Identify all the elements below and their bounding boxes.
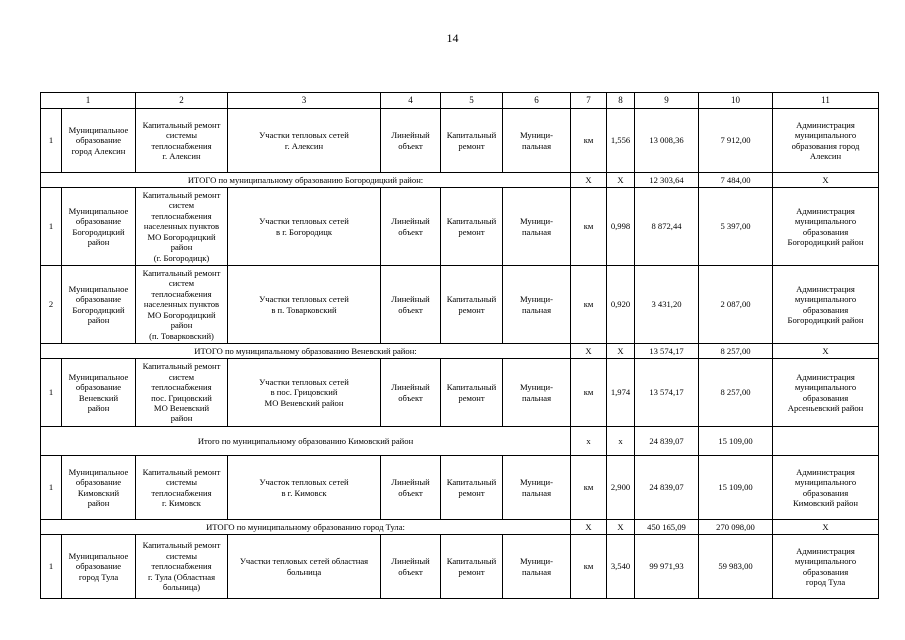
funding-cell: 8 257,00 [699,344,773,359]
quantity-cell: Х [607,173,635,188]
total-row [41,427,879,456]
quantity-cell: х [607,427,635,456]
header-cell: 1 [41,93,136,109]
cost-cell: 12 303,64 [635,173,699,188]
unit-cell: км [571,456,607,520]
responsible-cell: Администрация муниципального образования Богородицкий район [773,188,879,266]
funding-cell: 7 484,00 [699,173,773,188]
quantity-cell: 2,900 [607,456,635,520]
quantity-cell: 0,998 [607,188,635,266]
cost-cell: 3 431,20 [635,266,699,344]
quantity-cell: Х [607,344,635,359]
total-label: ИТОГО по муниципальному образованию город Тула: [41,520,571,535]
funding-cell: 59 983,00 [699,535,773,599]
quantity-cell: 0,920 [607,266,635,344]
total-row [41,520,879,535]
work-type-cell: Капитальный ремонт [441,109,503,173]
cost-cell: 8 872,44 [635,188,699,266]
row-number: 1 [41,359,62,427]
object-name-cell: Участки тепловых сетей в пос. Грицовский МО Веневский район [228,359,381,427]
row-number: 1 [41,188,62,266]
responsible-cell: Х [773,520,879,535]
table-row [41,456,879,520]
header-cell: 8 [607,93,635,109]
ownership-cell: Муници- пальная [503,535,571,599]
municipality-cell: Муниципальное образование Богородицкий район [62,188,136,266]
responsible-cell: Администрация муниципального образования город Тула [773,535,879,599]
funding-cell: 7 912,00 [699,109,773,173]
object-name-cell: Участки тепловых сетей г. Алексин [228,109,381,173]
row-number: 1 [41,109,62,173]
event-name-cell: Капитальный ремонт системы теплоснабжения г. Кимовск [136,456,228,520]
work-type-cell: Капитальный ремонт [441,266,503,344]
header-cell: 4 [381,93,441,109]
unit-cell: Х [571,520,607,535]
ownership-cell: Муници- пальная [503,456,571,520]
total-label: ИТОГО по муниципальному образованию Веневский район: [41,344,571,359]
total-row [41,344,879,359]
object-name-cell: Участки тепловых сетей в г. Богородицк [228,188,381,266]
table-row [41,359,879,427]
unit-cell: км [571,535,607,599]
cost-cell: 24 839,07 [635,427,699,456]
event-name-cell: Капитальный ремонт систем теплоснабжения населенных пунктов МО Богородицкий район (п. Товарковский) [136,266,228,344]
responsible-cell: Х [773,344,879,359]
unit-cell: Х [571,344,607,359]
event-name-cell: Капитальный ремонт системы теплоснабжения г. Тула (Областная больница) [136,535,228,599]
funding-cell: 8 257,00 [699,359,773,427]
object-type-cell: Линейный объект [381,535,441,599]
total-label: Итого по муниципальному образованию Кимовский район [41,427,571,456]
cost-cell: 13 008,36 [635,109,699,173]
responsible-cell: Администрация муниципального образования Кимовский район [773,456,879,520]
row-number: 1 [41,535,62,599]
unit-cell: км [571,359,607,427]
responsible-cell: Администрация муниципального образования город Алексин [773,109,879,173]
quantity-cell: 3,540 [607,535,635,599]
event-name-cell: Капитальный ремонт систем теплоснабжения населенных пунктов МО Богородицкий район (г. Богородицк) [136,188,228,266]
header-cell: 10 [699,93,773,109]
funding-cell: 5 397,00 [699,188,773,266]
cost-cell: 99 971,93 [635,535,699,599]
ownership-cell: Муници- пальная [503,109,571,173]
object-type-cell: Линейный объект [381,359,441,427]
event-name-cell: Капитальный ремонт системы теплоснабжения г. Алексин [136,109,228,173]
object-type-cell: Линейный объект [381,456,441,520]
object-name-cell: Участки тепловых сетей областная больница [228,535,381,599]
ownership-cell: Муници- пальная [503,359,571,427]
header-cell: 9 [635,93,699,109]
municipality-cell: Муниципальное образование город Тула [62,535,136,599]
responsible-cell: Х [773,173,879,188]
responsible-cell [773,427,879,456]
capital-repair-table [40,92,879,599]
object-name-cell: Участки тепловых сетей в п. Товарковский [228,266,381,344]
funding-cell: 15 109,00 [699,456,773,520]
work-type-cell: Капитальный ремонт [441,188,503,266]
municipality-cell: Муниципальное образование Богородицкий район [62,266,136,344]
quantity-cell: 1,556 [607,109,635,173]
ownership-cell: Муници- пальная [503,188,571,266]
header-cell: 7 [571,93,607,109]
municipality-cell: Муниципальное образование Кимовский район [62,456,136,520]
cost-cell: 13 574,17 [635,359,699,427]
work-type-cell: Капитальный ремонт [441,359,503,427]
object-type-cell: Линейный объект [381,266,441,344]
quantity-cell: 1,974 [607,359,635,427]
municipality-cell: Муниципальное образование город Алексин [62,109,136,173]
header-cell: 11 [773,93,879,109]
municipality-cell: Муниципальное образование Веневский район [62,359,136,427]
table-row [41,188,879,266]
cost-cell: 450 165,09 [635,520,699,535]
cost-cell: 24 839,07 [635,456,699,520]
cost-cell: 13 574,17 [635,344,699,359]
row-number: 2 [41,266,62,344]
work-type-cell: Капитальный ремонт [441,535,503,599]
responsible-cell: Администрация муниципального образования Богородицкий район [773,266,879,344]
work-type-cell: Капитальный ремонт [441,456,503,520]
table-row [41,535,879,599]
ownership-cell: Муници- пальная [503,266,571,344]
header-cell: 2 [136,93,228,109]
quantity-cell: Х [607,520,635,535]
unit-cell: км [571,188,607,266]
object-type-cell: Линейный объект [381,188,441,266]
unit-cell: км [571,266,607,344]
header-cell: 3 [228,93,381,109]
total-label: ИТОГО по муниципальному образованию Богородицкий район: [41,173,571,188]
funding-cell: 15 109,00 [699,427,773,456]
unit-cell: км [571,109,607,173]
funding-cell: 270 098,00 [699,520,773,535]
funding-cell: 2 087,00 [699,266,773,344]
object-type-cell: Линейный объект [381,109,441,173]
page-number: 14 [446,31,459,45]
total-row [41,173,879,188]
header-row [41,93,879,109]
unit-cell: Х [571,173,607,188]
unit-cell: х [571,427,607,456]
table-row [41,109,879,173]
table-row [41,266,879,344]
header-cell: 6 [503,93,571,109]
object-name-cell: Участок тепловых сетей в г. Кимовск [228,456,381,520]
header-cell: 5 [441,93,503,109]
row-number: 1 [41,456,62,520]
responsible-cell: Администрация муниципального образования Арсеньевский район [773,359,879,427]
event-name-cell: Капитальный ремонт систем теплоснабжения пос. Грицовский МО Веневский район [136,359,228,427]
